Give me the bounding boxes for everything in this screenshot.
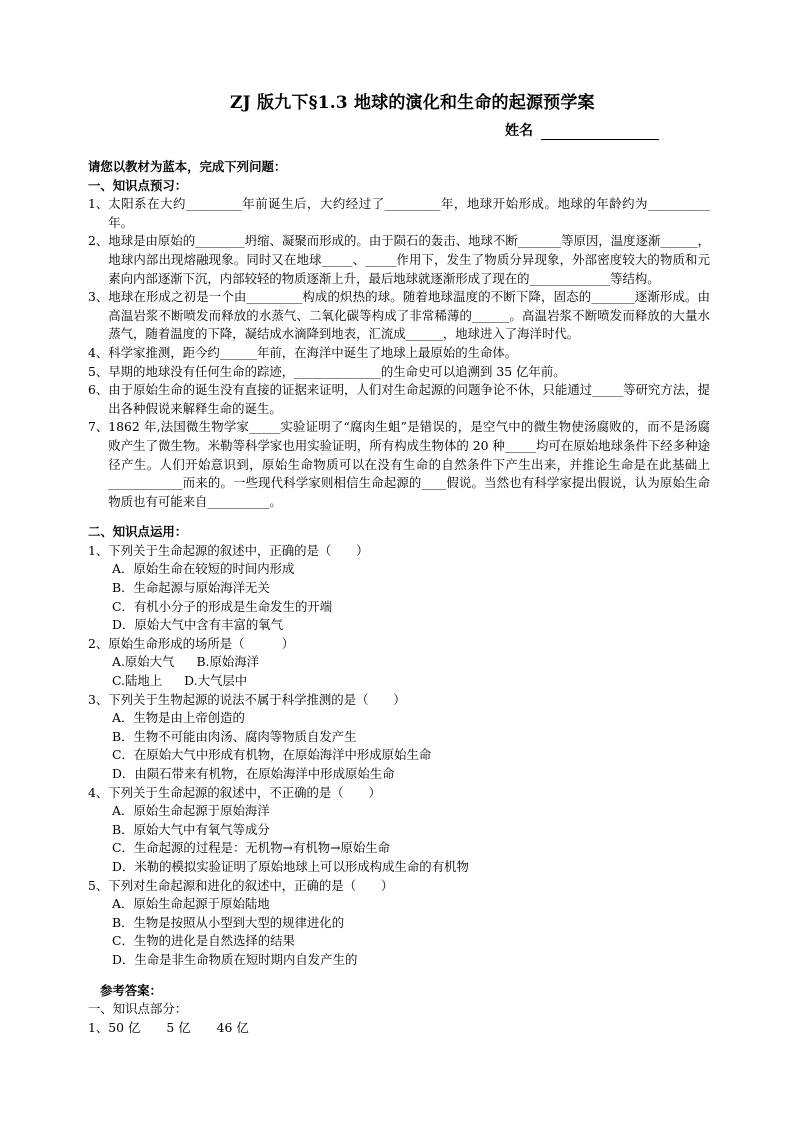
item-number: 7、 <box>88 419 109 435</box>
question-3-option-b[interactable]: B．生物不可能由肉汤、腐肉等物质自发产生 <box>112 728 357 744</box>
answer-number: 1、 <box>88 1019 109 1035</box>
question-2-option-b[interactable]: B.原始海洋 <box>196 654 260 670</box>
worksheet-content <box>88 158 710 1037</box>
spacer <box>88 970 710 982</box>
answer-value-2: 5 亿 <box>166 1019 191 1035</box>
item-number: 4、 <box>88 344 109 360</box>
item-text: 由于原始生命的诞生没有直接的证据来证明，人们对生命起源的问题争论不休，只能通过_____等研究方法，提出各种假说来解释生命的诞生。 <box>108 382 710 416</box>
section2-heading: 二、知识点运用： <box>88 524 188 540</box>
question-4-option-a[interactable]: A．原始生命起源于原始海洋 <box>112 803 270 819</box>
spacer <box>88 511 710 523</box>
answers-part-label: 一、知识点部分： <box>88 1001 188 1017</box>
answers-heading: 参考答案： <box>100 982 162 998</box>
question-5-option-d[interactable]: D．生命是非生命物质在短时期内自发产生的 <box>112 951 358 967</box>
question-5-option-b[interactable]: B．生物是按照从小型到大型的规律进化的 <box>112 914 345 930</box>
question-1-stem: 1、下列关于生命起源的叙述中，正确的是（ ） <box>88 542 369 558</box>
question-1-option-c[interactable]: C．有机小分子的形成是生命发生的开端 <box>112 598 333 614</box>
question-5-stem: 5、下列对生命起源和进化的叙述中，正确的是（ ） <box>88 877 394 893</box>
question-5-option-a[interactable]: A．原始生命起源于原始陆地 <box>112 896 270 912</box>
answer-value-1: 50 亿 <box>108 1019 141 1035</box>
question-4-option-b[interactable]: B．原始大气中有氧气等成分 <box>112 821 270 837</box>
name-blank-line[interactable] <box>541 125 659 140</box>
item-number: 3、 <box>88 289 109 305</box>
item-text: 地球是由原始的________坍缩、凝聚而形成的。由于陨石的轰击、地球不断_______等原因，温度逐渐______，地球内部出现熔融现象。同时又在地球_____、_____作用下，发生了物质分异现象，外部密度较大的物质和元素向内部逐渐下沉，内部较轻的物质逐渐上升，最后地球就逐渐形成了现在的_____________等结构。 <box>108 233 710 286</box>
item-number: 5、 <box>88 363 109 379</box>
preview-item-7 <box>88 418 710 511</box>
preview-item-6 <box>88 381 710 418</box>
question-1-option-d[interactable]: D．原始大气中含有丰富的氧气 <box>112 617 284 633</box>
question-1-option-b[interactable]: B．生命起源与原始海洋无关 <box>112 580 270 596</box>
question-2-option-a[interactable]: A.原始大气 <box>112 654 175 670</box>
item-text: 科学家推测，距今约______年前，在海洋中诞生了地球上最原始的生命体。 <box>108 344 518 360</box>
question-2-options-row-1 <box>88 653 710 672</box>
item-number: 2、 <box>88 233 109 249</box>
name-label: 姓名 <box>505 123 533 139</box>
preview-item-1 <box>88 195 710 232</box>
item-text: 早期的地球没有任何生命的踪迹，______________的生命史可以追溯到 35 亿年前。 <box>108 363 566 379</box>
question-3-option-a[interactable]: A．生物是由上帝创造的 <box>112 710 245 726</box>
preview-item-4 <box>88 344 710 363</box>
question-4-option-d[interactable]: D．米勒的模拟实验证明了原始地球上可以形成构成生命的有机物 <box>112 858 469 874</box>
question-2-option-d[interactable]: D.大气层中 <box>184 673 248 689</box>
item-text: 地球在形成之初是一个由_________构成的炽热的球。随着地球温度的不断下降，固态的_______逐渐形成。由高温岩浆不断喷发而释放的水蒸气、二氧化碳等构成了非常稀薄的______。高温岩浆不断喷发而释放的大量水蒸气，随着温度的下降，凝结成水滴降到地表，汇流成______，地球进入了海洋时代。 <box>108 289 710 342</box>
page-title: ZJ 版九下§1.3 地球的演化和生命的起源预学案 <box>230 93 595 113</box>
answer-value-3: 46 亿 <box>216 1019 249 1035</box>
name-field <box>505 120 659 140</box>
question-1-option-a[interactable]: A．原始生命在较短的时间内形成 <box>112 561 295 577</box>
instructions: 请您以教材为蓝本，完成下列问题： <box>88 159 287 174</box>
question-2-options-row-2 <box>88 672 710 691</box>
question-3-option-c[interactable]: C．在原始大气中形成有机物，在原始海洋中形成原始生命 <box>112 747 432 763</box>
question-3-stem: 3、下列关于生物起源的说法不属于科学推测的是（ ） <box>88 691 406 707</box>
item-text: 1862 年,法国微生物学家_____实验证明了“腐肉生蛆”是错误的，是空气中的微生物使汤腐败的，而不是汤腐败产生了微生物。米勒等科学家也用实验证明，所有构成生物体的 20 种_____均可在原始地球条件下经多种途径产生。人们开始意识到，原始生命物质可以在没有生命的自然条件下产生出来，并推论生命是在此基础上____________而来的。一些现代科学家则相信生命起源的____假说。当然也有科学家提出假说，认为原始生命物质也有可能来自__________。 <box>108 419 710 509</box>
preview-item-5 <box>88 363 710 382</box>
section1-heading: 一、知识点预习： <box>88 177 188 193</box>
preview-item-3 <box>88 288 710 344</box>
question-2-option-c[interactable]: C.陆地上 <box>112 673 163 689</box>
item-number: 1、 <box>88 196 109 212</box>
answers-line-1 <box>88 1019 710 1038</box>
question-3-option-d[interactable]: D．由陨石带来有机物，在原始海洋中形成原始生命 <box>112 766 395 781</box>
question-5-option-c[interactable]: C．生物的进化是自然选择的结果 <box>112 933 295 949</box>
item-number: 6、 <box>88 382 109 398</box>
item-text: 太阳系在大约_________年前诞生后，大约经过了_________年，地球开始形成。地球的年龄约为__________年。 <box>108 196 710 230</box>
question-2-stem: 2、原始生命形成的场所是（ ） <box>88 635 295 651</box>
preview-item-2 <box>88 232 710 288</box>
question-4-stem: 4、下列关于生命起源的叙述中，不正确的是（ ） <box>88 784 381 800</box>
question-4-option-c[interactable]: C．生命起源的过程是：无机物→有机物→原始生命 <box>112 840 391 856</box>
